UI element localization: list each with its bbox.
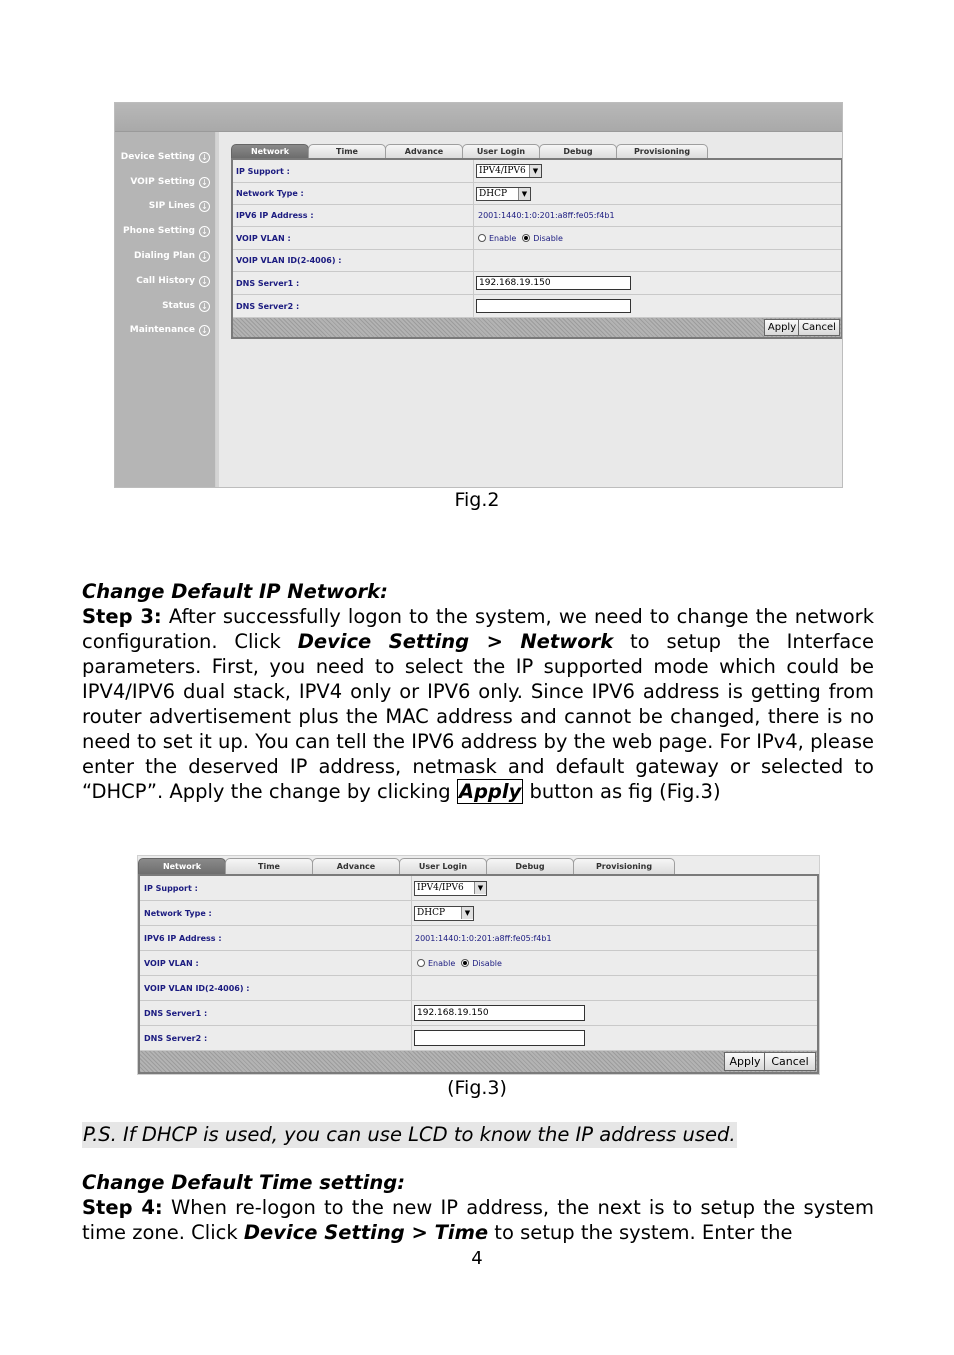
- row-dns1: DNS Server1 : 192.168.19.150: [233, 272, 841, 295]
- ip-support-select[interactable]: IPV4/IPV6 ▼: [476, 164, 542, 178]
- section-heading: Change Default Time setting:: [82, 1171, 406, 1194]
- down-arrow-icon: ↓: [199, 152, 210, 163]
- network-type-select[interactable]: DHCP ▼: [476, 187, 531, 201]
- row-ip-support: IP Support : IPV4/IPV6 ▼: [233, 160, 841, 183]
- ipv6-address-value: 2001:1440:1:0:201:a8ff:fe05:f4b1: [473, 205, 841, 226]
- network-panel: [231, 144, 843, 340]
- sidebar-item-sip-lines[interactable]: SIP Lines ↓: [149, 198, 210, 214]
- down-arrow-icon: ↓: [199, 325, 210, 336]
- ipv6-address-value: 2001:1440:1:0:201:a8ff:fe05:f4b1: [411, 926, 817, 950]
- row-dns2: DNS Server2 :: [233, 295, 841, 318]
- sidebar: [115, 132, 216, 487]
- network-form: [138, 874, 819, 1074]
- apply-button[interactable]: Apply: [764, 319, 800, 336]
- row-network-type: Network Type : DHCP ▼: [233, 183, 841, 205]
- button-bar: [233, 318, 841, 337]
- section-heading: Change Default IP Network:: [82, 580, 388, 603]
- dropdown-arrow-icon: ▼: [461, 907, 473, 919]
- cancel-button[interactable]: Cancel: [798, 319, 840, 336]
- fig2-caption: Fig.2: [454, 489, 500, 511]
- row-dns2: DNS Server2 :: [140, 1026, 817, 1051]
- page-number: 4: [471, 1248, 483, 1269]
- step4-paragraph: Step 4: When re-logon to the new IP address, the next is to setup the system time zone. Click Device Setting > Time to setup the system. Enter the: [82, 1196, 874, 1244]
- dropdown-arrow-icon: ▼: [529, 165, 541, 177]
- row-ipv6: IPV6 IP Address : 2001:1440:1:0:201:a8ff:fe05:f4b1: [233, 205, 841, 227]
- dns-server2-input[interactable]: [414, 1030, 585, 1046]
- vlan-enable-radio[interactable]: Enable: [478, 234, 516, 243]
- dns-server1-input[interactable]: 192.168.19.150: [476, 276, 631, 290]
- tab-debug[interactable]: Debug: [486, 858, 574, 874]
- dropdown-arrow-icon: ▼: [518, 188, 530, 200]
- vlan-disable-radio[interactable]: Disable: [461, 959, 502, 968]
- tab-provisioning[interactable]: Provisioning: [573, 858, 675, 874]
- sidebar-item-call-history[interactable]: Call History ↓: [136, 273, 210, 289]
- apply-reference: Apply: [458, 780, 522, 803]
- tab-network[interactable]: Network: [138, 858, 226, 874]
- network-type-select[interactable]: DHCP ▼: [414, 906, 474, 921]
- row-vlan-id: VOIP VLAN ID(2-4006) :: [233, 250, 841, 272]
- sidebar-item-dialing-plan[interactable]: Dialing Plan ↓: [134, 248, 210, 264]
- section-ip-network: [82, 579, 874, 804]
- tab-network[interactable]: Network: [231, 144, 309, 158]
- apply-button[interactable]: Apply: [724, 1052, 766, 1071]
- tab-provisioning[interactable]: Provisioning: [616, 144, 708, 158]
- network-form: [231, 158, 843, 339]
- top-bar: [115, 103, 842, 132]
- figure-3-screenshot: [137, 855, 820, 1075]
- figure-2-screenshot: [114, 102, 843, 488]
- cancel-button[interactable]: Cancel: [764, 1052, 816, 1071]
- tab-user-login[interactable]: User Login: [399, 858, 487, 874]
- sidebar-item-maintenance[interactable]: Maintenance ↓: [130, 322, 210, 338]
- tab-debug[interactable]: Debug: [539, 144, 617, 158]
- row-vlan-id: VOIP VLAN ID(2-4006) :: [140, 976, 817, 1001]
- tab-advance[interactable]: Advance: [312, 858, 400, 874]
- sidebar-item-voip-setting[interactable]: VOIP Setting ↓: [130, 174, 210, 190]
- row-voip-vlan: VOIP VLAN : Enable Disable: [233, 227, 841, 250]
- button-bar: [140, 1051, 817, 1072]
- row-ip-support: IP Support : IPV4/IPV6 ▼: [140, 876, 817, 901]
- tab-bar: [231, 144, 707, 158]
- tab-user-login[interactable]: User Login: [462, 144, 540, 158]
- section-time-setting: [82, 1170, 874, 1245]
- sidebar-item-device-setting[interactable]: Device Setting ↓: [121, 149, 210, 165]
- network-panel-fig3: [138, 858, 819, 1074]
- dns-server2-input[interactable]: [476, 299, 631, 313]
- row-network-type: Network Type : DHCP ▼: [140, 901, 817, 926]
- ps-note: P.S. If DHCP is used, you can use LCD to know the IP address used.: [83, 1123, 736, 1146]
- down-arrow-icon: ↓: [199, 251, 210, 262]
- down-arrow-icon: ↓: [199, 276, 210, 287]
- down-arrow-icon: ↓: [199, 177, 210, 188]
- row-ipv6: IPV6 IP Address : 2001:1440:1:0:201:a8ff:fe05:f4b1: [140, 926, 817, 951]
- down-arrow-icon: ↓: [199, 226, 210, 237]
- down-arrow-icon: ↓: [199, 301, 210, 312]
- row-voip-vlan: VOIP VLAN : Enable Disable: [140, 951, 817, 976]
- dns-server1-input[interactable]: 192.168.19.150: [414, 1005, 585, 1021]
- fig3-caption: (Fig.3): [447, 1077, 507, 1099]
- sidebar-item-phone-setting[interactable]: Phone Setting ↓: [123, 223, 210, 239]
- sidebar-item-status[interactable]: Status ↓: [162, 298, 210, 314]
- row-dns1: DNS Server1 : 192.168.19.150: [140, 1001, 817, 1026]
- tab-time[interactable]: Time: [225, 858, 313, 874]
- step3-paragraph: Step 3: After successfully logon to the system, we need to change the network configuration. Click Device Setting > Network to setup the Interface parameters. First, you need to select the IP supported mode which could be IPV4/IPV6 dual stack, IPV4 only or IPV6 only. Since IPV6 address is getting from router advertisement plus the MAC address and cannot be changed, there is no need to set it up. You can tell the IPV6 address by the web page. For IPv4, please enter the deserved IP address, netmask and default gateway or selected to “DHCP”. Apply the change by clicking Apply button as fig (Fig.3): [82, 605, 874, 803]
- vlan-disable-radio[interactable]: Disable: [522, 234, 563, 243]
- tab-bar: [138, 858, 674, 874]
- down-arrow-icon: ↓: [199, 201, 210, 212]
- sidebar-divider: [216, 132, 219, 487]
- tab-advance[interactable]: Advance: [385, 144, 463, 158]
- vlan-enable-radio[interactable]: Enable: [417, 959, 455, 968]
- ip-support-select[interactable]: IPV4/IPV6 ▼: [414, 881, 487, 896]
- tab-time[interactable]: Time: [308, 144, 386, 158]
- dropdown-arrow-icon: ▼: [474, 882, 486, 894]
